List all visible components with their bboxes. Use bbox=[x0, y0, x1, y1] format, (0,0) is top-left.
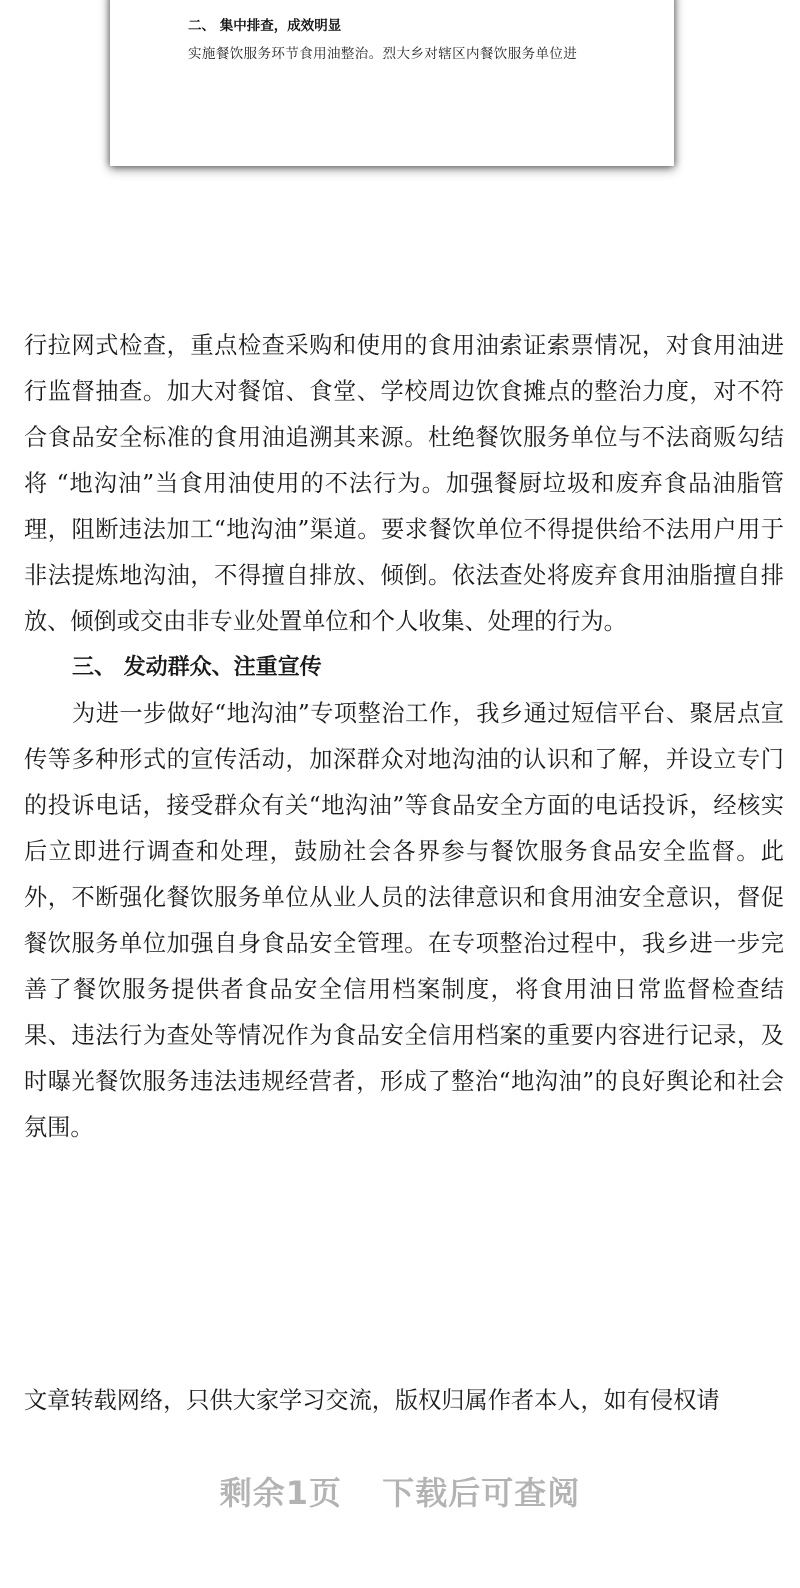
section-heading-3: 三、 发动群众、注重宣传 bbox=[72, 655, 322, 680]
download-prompt[interactable] bbox=[0, 1468, 800, 1514]
download-to-view-label[interactable]: 下载后可查阅 bbox=[382, 1474, 581, 1512]
document-body bbox=[24, 323, 784, 1151]
remaining-pages-label[interactable]: 剩余1页 bbox=[219, 1474, 343, 1512]
body-paragraph-2: 为进一步做好“地沟油”专项整治工作，我乡通过短信平台、聚居点宣传等多种形式的宣传活动，加深群众对地沟油的认识和了解，并设立专门的投诉电话，接受群众有关“地沟油”等食品安全方面的电话投诉，经核实后立即进行调查和处理，鼓励社会各界参与餐饮服务食品安全监督。此外，不断强化餐饮服务单位从业人员的法律意识和食用油安全意识，督促餐饮服务单位加强自身食品安全管理。在专项整治过程中，我乡进一步完善了餐饮服务提供者食品安全信用档案制度，将食用油日常监督检查结果、违法行为查处等情况作为食品安全信用档案的重要内容进行记录，及时曝光餐饮服务违法违规经营者，形成了整治“地沟油”的良好舆论和社会氛围。 bbox=[24, 700, 784, 1141]
document-page-preview bbox=[110, 0, 674, 166]
body-paragraph-1: 行拉网式检查，重点检查采购和使用的食用油索证索票情况，对食用油进行监督抽查。加大对餐馆、食堂、学校周边饮食摊点的整治力度，对不符合食品安全标准的食用油追溯其来源。杜绝餐饮服务单位与不法商贩勾结将 “地沟油”当食用油使用的不法行为。加强餐厨垃圾和废弃食品油脂管理，阻断违法加工“地沟油”渠道。要求餐饮单位不得提供给不法用户用于非法提炼地沟油，不得擅自排放、倾倒。依法查处将废弃食用油脂擅自排放、倾倒或交由非专业处置单位和个人收集、处理的行为。 bbox=[24, 332, 784, 635]
page-text-line: 实施餐饮服务环节食用油整治。烈大乡对辖区内餐饮服务单位进 bbox=[188, 46, 578, 62]
section-heading-2: 二、 集中排查，成效明显 bbox=[188, 18, 342, 34]
copyright-note: 文章转载网络，只供大家学习交流，版权归属作者本人，如有侵权请 bbox=[24, 1387, 720, 1414]
